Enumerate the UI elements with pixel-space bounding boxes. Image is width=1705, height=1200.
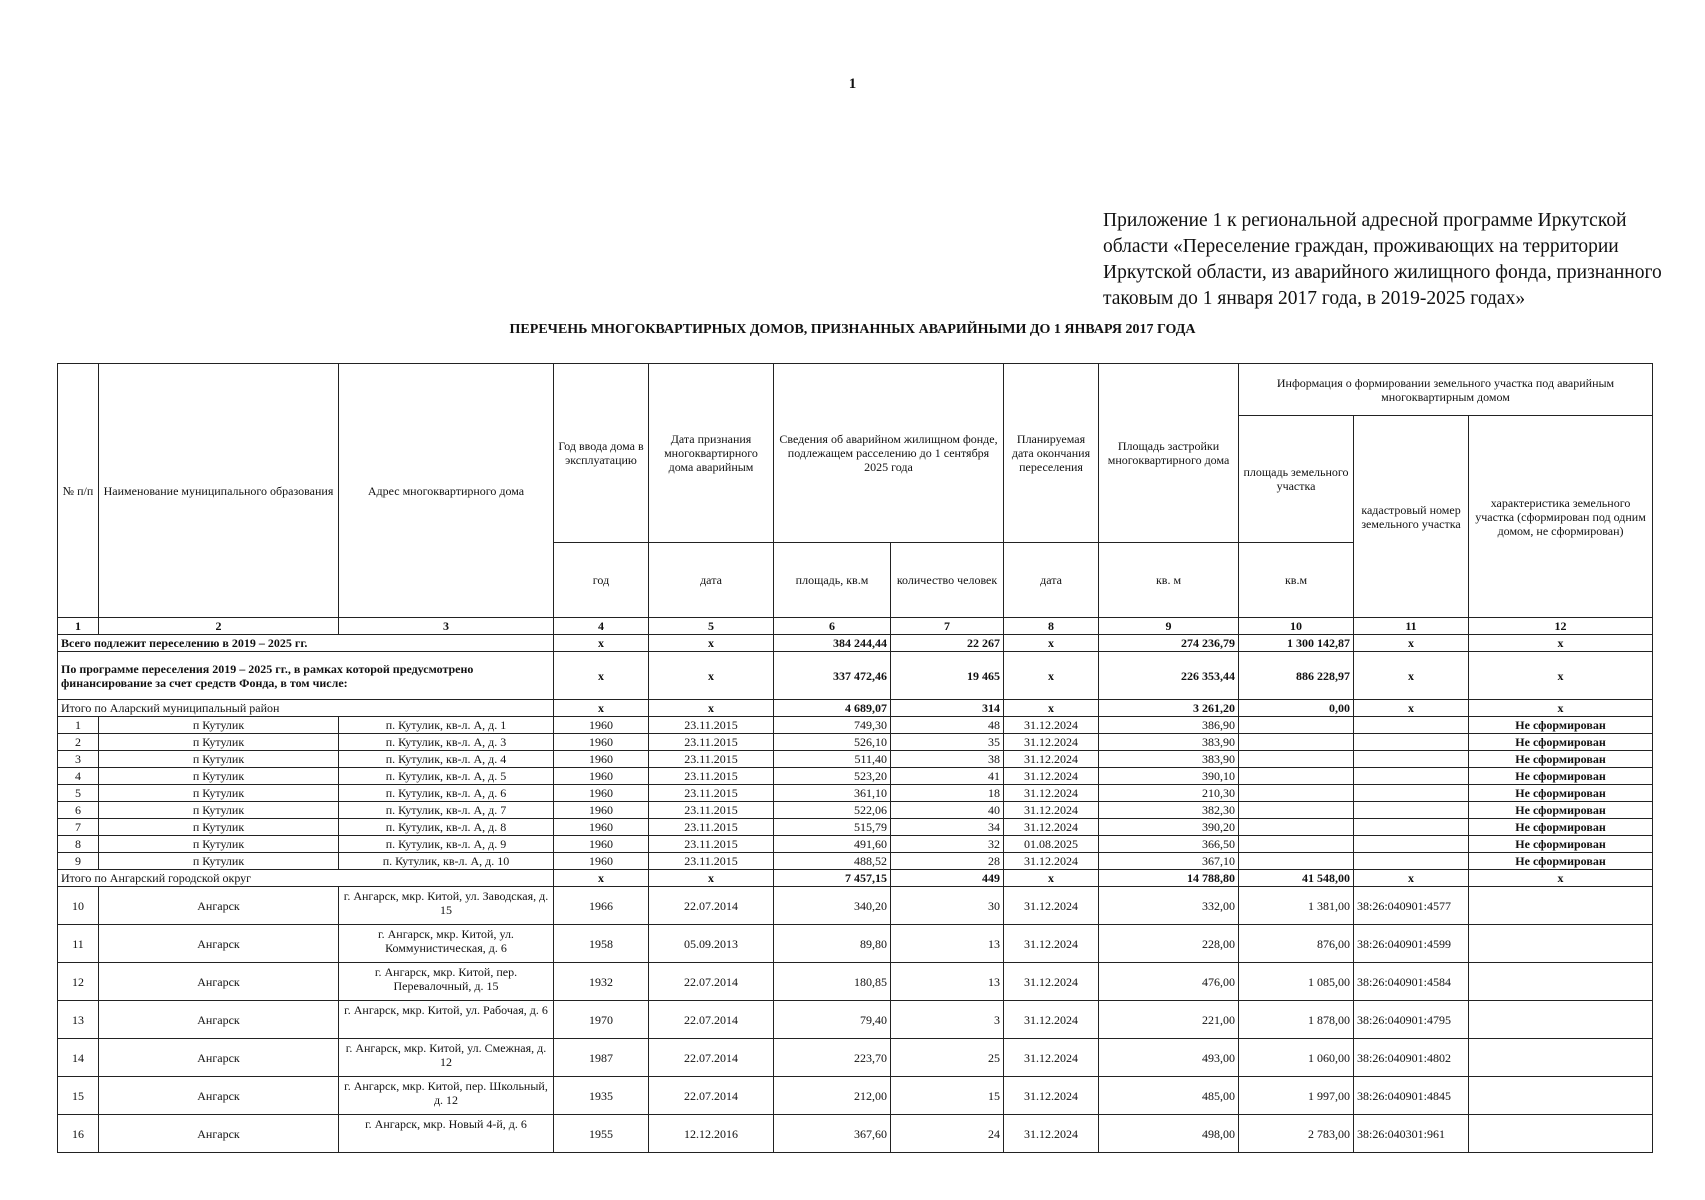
row-number: 8	[58, 836, 99, 853]
land-characteristic	[1469, 1115, 1653, 1153]
row-number: 4	[58, 768, 99, 785]
fund-area: 223,70	[774, 1039, 891, 1077]
municipality-name: п Кутулик	[99, 853, 339, 870]
table-row	[58, 925, 1653, 963]
building-address: г. Ангарск, мкр. Китой, ул. Заводская, д. 15	[339, 887, 554, 925]
people-count: 32	[891, 836, 1004, 853]
cell-building-area: 3 261,20	[1099, 700, 1239, 717]
building-address: п. Кутулик, кв-л. А, д. 7	[339, 802, 554, 819]
building-area: 476,00	[1099, 963, 1239, 1001]
year-built: 1960	[554, 819, 649, 836]
header-recognition-date: Дата признания многоквартирного дома аварийным	[649, 364, 774, 543]
cell-people: 449	[891, 870, 1004, 887]
land-characteristic: Не сформирован	[1469, 751, 1653, 768]
document-title: ПЕРЕЧЕНЬ МНОГОКВАРТИРНЫХ ДОМОВ, ПРИЗНАННЫХ АВАРИЙНЫМИ ДО 1 ЯНВАРЯ 2017 ГОДА	[509, 322, 1196, 337]
column-number: 2	[99, 618, 339, 635]
land-characteristic	[1469, 1039, 1653, 1077]
unit-sqm: кв. м	[1099, 543, 1239, 618]
cadastral-number: 38:26:040301:961	[1354, 1115, 1469, 1153]
table-row	[58, 1077, 1653, 1115]
planned-end-date: 31.12.2024	[1004, 751, 1099, 768]
cell-cadastral: x	[1354, 870, 1469, 887]
municipality-name: п Кутулик	[99, 768, 339, 785]
planned-end-date: 31.12.2024	[1004, 819, 1099, 836]
land-area: 1 878,00	[1239, 1001, 1354, 1039]
row-number: 15	[58, 1077, 99, 1115]
people-count: 15	[891, 1077, 1004, 1115]
land-area: 2 783,00	[1239, 1115, 1354, 1153]
people-count: 34	[891, 819, 1004, 836]
municipality-name: п Кутулик	[99, 734, 339, 751]
municipality-name: п Кутулик	[99, 836, 339, 853]
table-row	[58, 768, 1653, 785]
column-number: 7	[891, 618, 1004, 635]
cell-area: 4 689,07	[774, 700, 891, 717]
row-number: 12	[58, 963, 99, 1001]
building-address: г. Ангарск, мкр. Новый 4-й, д. 6	[339, 1115, 554, 1153]
cadastral-number	[1354, 785, 1469, 802]
year-built: 1987	[554, 1039, 649, 1077]
year-built: 1960	[554, 768, 649, 785]
fund-area: 361,10	[774, 785, 891, 802]
people-count: 13	[891, 925, 1004, 963]
cell-end-date: x	[1004, 700, 1099, 717]
header-building-area: Площадь застройки многоквартирного дома	[1099, 364, 1239, 543]
people-count: 28	[891, 853, 1004, 870]
recognition-date: 23.11.2015	[649, 853, 774, 870]
land-characteristic: Не сформирован	[1469, 717, 1653, 734]
municipality-name: Ангарск	[99, 1077, 339, 1115]
fund-area: 212,00	[774, 1077, 891, 1115]
table-row	[58, 853, 1653, 870]
grand-total-row	[58, 635, 1653, 652]
building-address: п. Кутулик, кв-л. А, д. 6	[339, 785, 554, 802]
building-area: 386,90	[1099, 717, 1239, 734]
building-address: г. Ангарск, мкр. Китой, ул. Рабочая, д. 6	[339, 1001, 554, 1039]
cell-cadastral: x	[1354, 635, 1469, 652]
people-count: 35	[891, 734, 1004, 751]
planned-end-date: 31.12.2024	[1004, 802, 1099, 819]
land-area	[1239, 717, 1354, 734]
municipality-name: п Кутулик	[99, 717, 339, 734]
land-characteristic	[1469, 963, 1653, 1001]
group-total-row	[58, 870, 1653, 887]
cadastral-number: 38:26:040901:4584	[1354, 963, 1469, 1001]
row-number: 1	[58, 717, 99, 734]
building-address: п. Кутулик, кв-л. А, д. 10	[339, 853, 554, 870]
fund-area: 79,40	[774, 1001, 891, 1039]
building-area: 228,00	[1099, 925, 1239, 963]
planned-end-date: 31.12.2024	[1004, 1077, 1099, 1115]
fund-area: 491,60	[774, 836, 891, 853]
people-count: 40	[891, 802, 1004, 819]
people-count: 48	[891, 717, 1004, 734]
cell-year: x	[554, 700, 649, 717]
municipality-name: Ангарск	[99, 963, 339, 1001]
cell-characteristic: x	[1469, 635, 1653, 652]
cadastral-number	[1354, 768, 1469, 785]
cell-cadastral: x	[1354, 700, 1469, 717]
table-row	[58, 734, 1653, 751]
building-address: г. Ангарск, мкр. Китой, ул. Коммунистическая, д. 6	[339, 925, 554, 963]
building-area: 390,20	[1099, 819, 1239, 836]
land-area: 1 060,00	[1239, 1039, 1354, 1077]
planned-end-date: 31.12.2024	[1004, 853, 1099, 870]
cadastral-number	[1354, 717, 1469, 734]
building-area: 366,50	[1099, 836, 1239, 853]
people-count: 13	[891, 963, 1004, 1001]
land-area	[1239, 768, 1354, 785]
year-built: 1960	[554, 717, 649, 734]
land-area: 1 381,00	[1239, 887, 1354, 925]
header-land-characteristic: характеристика земельного участка (сформирован под одним домом, не сформирован)	[1469, 416, 1653, 618]
header-num: № п/п	[58, 364, 99, 618]
building-area: 367,10	[1099, 853, 1239, 870]
header-address: Адрес многоквартирного дома	[339, 364, 554, 618]
fund-total-label: По программе переселения 2019 – 2025 гг., в рамках которой предусмотрено финансирование за счет средств Фонда, в том числе:	[58, 652, 554, 700]
cell-end-date: x	[1004, 652, 1099, 700]
table-row	[58, 1039, 1653, 1077]
table-row	[58, 819, 1653, 836]
fund-area: 515,79	[774, 819, 891, 836]
cell-building-area: 226 353,44	[1099, 652, 1239, 700]
land-characteristic: Не сформирован	[1469, 785, 1653, 802]
year-built: 1955	[554, 1115, 649, 1153]
cadastral-number: 38:26:040901:4845	[1354, 1077, 1469, 1115]
column-number: 9	[1099, 618, 1239, 635]
land-characteristic	[1469, 925, 1653, 963]
cadastral-number: 38:26:040901:4802	[1354, 1039, 1469, 1077]
planned-end-date: 01.08.2025	[1004, 836, 1099, 853]
municipality-name: Ангарск	[99, 1001, 339, 1039]
recognition-date: 22.07.2014	[649, 1001, 774, 1039]
building-address: г. Ангарск, мкр. Китой, ул. Смежная, д. 12	[339, 1039, 554, 1077]
land-area	[1239, 785, 1354, 802]
table-row	[58, 785, 1653, 802]
table-row	[58, 802, 1653, 819]
cell-date: x	[649, 652, 774, 700]
year-built: 1970	[554, 1001, 649, 1039]
cadastral-number	[1354, 819, 1469, 836]
column-number: 1	[58, 618, 99, 635]
appendix-note: Приложение 1 к региональной адресной программе Иркутской области «Переселение граждан, проживающих на территории Иркутской области, из аварийного жилищного фонда, признанного таковым до 1 января 2017 года, в 2019-2025 годах»	[1103, 210, 1662, 309]
planned-end-date: 31.12.2024	[1004, 1001, 1099, 1039]
building-address: п. Кутулик, кв-л. А, д. 4	[339, 751, 554, 768]
year-built: 1960	[554, 836, 649, 853]
row-number: 6	[58, 802, 99, 819]
recognition-date: 23.11.2015	[649, 785, 774, 802]
header-planned-end: Планируемая дата окончания переселения	[1004, 364, 1099, 543]
column-number: 5	[649, 618, 774, 635]
fund-area: 749,30	[774, 717, 891, 734]
cell-end-date: x	[1004, 870, 1099, 887]
fund-area: 511,40	[774, 751, 891, 768]
cell-year: x	[554, 870, 649, 887]
municipality-name: Ангарск	[99, 1115, 339, 1153]
recognition-date: 22.07.2014	[649, 887, 774, 925]
recognition-date: 12.12.2016	[649, 1115, 774, 1153]
cadastral-number	[1354, 802, 1469, 819]
fund-area: 526,10	[774, 734, 891, 751]
recognition-date: 22.07.2014	[649, 1039, 774, 1077]
table-row	[58, 1115, 1653, 1153]
planned-end-date: 31.12.2024	[1004, 887, 1099, 925]
building-address: п. Кутулик, кв-л. А, д. 9	[339, 836, 554, 853]
building-area: 221,00	[1099, 1001, 1239, 1039]
cell-land-area: 1 300 142,87	[1239, 635, 1354, 652]
building-address: п. Кутулик, кв-л. А, д. 3	[339, 734, 554, 751]
building-area: 493,00	[1099, 1039, 1239, 1077]
building-address: г. Ангарск, мкр. Китой, пер. Перевалочный, д. 15	[339, 963, 554, 1001]
year-built: 1960	[554, 853, 649, 870]
cell-year: x	[554, 652, 649, 700]
column-number: 10	[1239, 618, 1354, 635]
recognition-date: 23.11.2015	[649, 751, 774, 768]
building-area: 390,10	[1099, 768, 1239, 785]
group-total-label: Итого по Аларский муниципальный район	[58, 700, 554, 717]
cell-land-area: 886 228,97	[1239, 652, 1354, 700]
building-address: п. Кутулик, кв-л. А, д. 5	[339, 768, 554, 785]
planned-end-date: 31.12.2024	[1004, 717, 1099, 734]
table-row	[58, 887, 1653, 925]
table-row	[58, 963, 1653, 1001]
cell-building-area: 14 788,80	[1099, 870, 1239, 887]
land-area	[1239, 819, 1354, 836]
cell-people: 19 465	[891, 652, 1004, 700]
people-count: 38	[891, 751, 1004, 768]
fund-area: 340,20	[774, 887, 891, 925]
column-number: 8	[1004, 618, 1099, 635]
cell-characteristic: x	[1469, 652, 1653, 700]
land-area	[1239, 853, 1354, 870]
land-characteristic: Не сформирован	[1469, 802, 1653, 819]
table-row	[58, 1001, 1653, 1039]
row-number: 5	[58, 785, 99, 802]
grand-total-label: Всего подлежит переселению в 2019 – 2025 гг.	[58, 635, 554, 652]
building-area: 210,30	[1099, 785, 1239, 802]
people-count: 18	[891, 785, 1004, 802]
table-row	[58, 836, 1653, 853]
column-number: 11	[1354, 618, 1469, 635]
unit-date-end: дата	[1004, 543, 1099, 618]
page-number: 1	[848, 76, 857, 92]
cell-end-date: x	[1004, 635, 1099, 652]
row-number: 14	[58, 1039, 99, 1077]
recognition-date: 23.11.2015	[649, 734, 774, 751]
emergency-housing-table	[57, 363, 1653, 1153]
year-built: 1960	[554, 734, 649, 751]
land-characteristic: Не сформирован	[1469, 836, 1653, 853]
column-number: 12	[1469, 618, 1653, 635]
unit-area: площадь, кв.м	[774, 543, 891, 618]
cadastral-number	[1354, 734, 1469, 751]
land-characteristic	[1469, 1077, 1653, 1115]
unit-people: количество человек	[891, 543, 1004, 618]
planned-end-date: 31.12.2024	[1004, 785, 1099, 802]
cell-date: x	[649, 870, 774, 887]
row-number: 16	[58, 1115, 99, 1153]
municipality-name: Ангарск	[99, 1039, 339, 1077]
recognition-date: 23.11.2015	[649, 768, 774, 785]
year-built: 1935	[554, 1077, 649, 1115]
fund-area: 180,85	[774, 963, 891, 1001]
cell-area: 337 472,46	[774, 652, 891, 700]
cadastral-number: 38:26:040901:4577	[1354, 887, 1469, 925]
row-number: 11	[58, 925, 99, 963]
planned-end-date: 31.12.2024	[1004, 925, 1099, 963]
building-area: 498,00	[1099, 1115, 1239, 1153]
row-number: 10	[58, 887, 99, 925]
land-characteristic: Не сформирован	[1469, 819, 1653, 836]
cadastral-number: 38:26:040901:4795	[1354, 1001, 1469, 1039]
municipality-name: п Кутулик	[99, 819, 339, 836]
recognition-date: 22.07.2014	[649, 1077, 774, 1115]
cell-area: 384 244,44	[774, 635, 891, 652]
planned-end-date: 31.12.2024	[1004, 1115, 1099, 1153]
recognition-date: 23.11.2015	[649, 836, 774, 853]
cell-people: 314	[891, 700, 1004, 717]
fund-area: 522,06	[774, 802, 891, 819]
land-area: 1 997,00	[1239, 1077, 1354, 1115]
people-count: 3	[891, 1001, 1004, 1039]
municipality-name: Ангарск	[99, 887, 339, 925]
column-number: 4	[554, 618, 649, 635]
building-area: 383,90	[1099, 734, 1239, 751]
header-cadastral: кадастровый номер земельного участка	[1354, 416, 1469, 618]
land-characteristic	[1469, 887, 1653, 925]
cell-area: 7 457,15	[774, 870, 891, 887]
building-address: п. Кутулик, кв-л. А, д. 1	[339, 717, 554, 734]
land-area	[1239, 836, 1354, 853]
fund-area: 89,80	[774, 925, 891, 963]
land-area	[1239, 734, 1354, 751]
land-area	[1239, 751, 1354, 768]
land-characteristic: Не сформирован	[1469, 734, 1653, 751]
recognition-date: 22.07.2014	[649, 963, 774, 1001]
row-number: 3	[58, 751, 99, 768]
year-built: 1960	[554, 785, 649, 802]
municipality-name: п Кутулик	[99, 751, 339, 768]
building-area: 332,00	[1099, 887, 1239, 925]
municipality-name: п Кутулик	[99, 785, 339, 802]
column-number: 3	[339, 618, 554, 635]
cell-land-area: 0,00	[1239, 700, 1354, 717]
recognition-date: 23.11.2015	[649, 717, 774, 734]
header-land-info: Информация о формировании земельного участка под аварийным многоквартирным домом	[1239, 364, 1653, 416]
cell-date: x	[649, 700, 774, 717]
recognition-date: 23.11.2015	[649, 802, 774, 819]
year-built: 1958	[554, 925, 649, 963]
building-area: 383,90	[1099, 751, 1239, 768]
unit-year: год	[554, 543, 649, 618]
cadastral-number	[1354, 836, 1469, 853]
fund-area: 488,52	[774, 853, 891, 870]
land-area	[1239, 802, 1354, 819]
fund-area: 523,20	[774, 768, 891, 785]
planned-end-date: 31.12.2024	[1004, 768, 1099, 785]
people-count: 41	[891, 768, 1004, 785]
cell-cadastral: x	[1354, 652, 1469, 700]
header-fund-info: Сведения об аварийном жилищном фонде, подлежащем расселению до 1 сентября 2025 года	[774, 364, 1004, 543]
table-row	[58, 751, 1653, 768]
unit-sqm-land: кв.м	[1239, 543, 1354, 618]
header-year-built: Год ввода дома в эксплуатацию	[554, 364, 649, 543]
group-total-row	[58, 700, 1653, 717]
table-row	[58, 717, 1653, 734]
planned-end-date: 31.12.2024	[1004, 1039, 1099, 1077]
cadastral-number: 38:26:040901:4599	[1354, 925, 1469, 963]
cell-land-area: 41 548,00	[1239, 870, 1354, 887]
row-number: 7	[58, 819, 99, 836]
year-built: 1932	[554, 963, 649, 1001]
building-address: г. Ангарск, мкр. Китой, пер. Школьный, д. 12	[339, 1077, 554, 1115]
year-built: 1960	[554, 751, 649, 768]
header-land-area: площадь земельного участка	[1239, 416, 1354, 543]
fund-area: 367,60	[774, 1115, 891, 1153]
cell-year: x	[554, 635, 649, 652]
land-characteristic: Не сформирован	[1469, 768, 1653, 785]
cell-building-area: 274 236,79	[1099, 635, 1239, 652]
land-area: 1 085,00	[1239, 963, 1354, 1001]
people-count: 25	[891, 1039, 1004, 1077]
cell-date: x	[649, 635, 774, 652]
planned-end-date: 31.12.2024	[1004, 734, 1099, 751]
building-address: п. Кутулик, кв-л. А, д. 8	[339, 819, 554, 836]
year-built: 1960	[554, 802, 649, 819]
land-area: 876,00	[1239, 925, 1354, 963]
row-number: 9	[58, 853, 99, 870]
cell-people: 22 267	[891, 635, 1004, 652]
cadastral-number	[1354, 751, 1469, 768]
planned-end-date: 31.12.2024	[1004, 963, 1099, 1001]
row-number: 2	[58, 734, 99, 751]
cell-characteristic: x	[1469, 870, 1653, 887]
cadastral-number	[1354, 853, 1469, 870]
column-number: 6	[774, 618, 891, 635]
people-count: 30	[891, 887, 1004, 925]
land-characteristic	[1469, 1001, 1653, 1039]
municipality-name: п Кутулик	[99, 802, 339, 819]
municipality-name: Ангарск	[99, 925, 339, 963]
land-characteristic: Не сформирован	[1469, 853, 1653, 870]
cell-characteristic: x	[1469, 700, 1653, 717]
fund-total-row	[58, 652, 1653, 700]
recognition-date: 05.09.2013	[649, 925, 774, 963]
unit-date: дата	[649, 543, 774, 618]
row-number: 13	[58, 1001, 99, 1039]
year-built: 1966	[554, 887, 649, 925]
people-count: 24	[891, 1115, 1004, 1153]
building-area: 485,00	[1099, 1077, 1239, 1115]
header-municipality: Наименование муниципального образования	[99, 364, 339, 618]
building-area: 382,30	[1099, 802, 1239, 819]
group-total-label: Итого по Ангарский городской округ	[58, 870, 554, 887]
recognition-date: 23.11.2015	[649, 819, 774, 836]
